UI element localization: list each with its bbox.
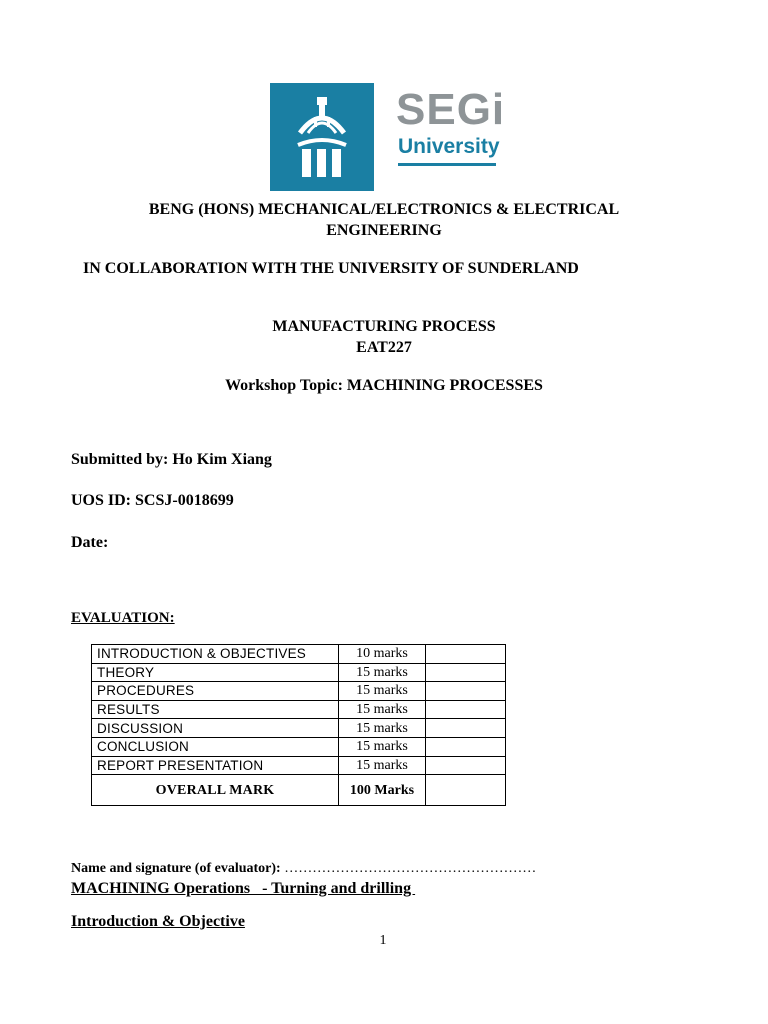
- score-cell: [426, 682, 506, 701]
- machining-title: MACHINING Operations - Turning and drilling: [71, 880, 416, 897]
- overall-mark-value: 100 Marks: [339, 775, 426, 806]
- score-cell: [426, 663, 506, 682]
- marks-cell: 15 marks: [339, 682, 426, 701]
- score-cell: [426, 719, 506, 738]
- table-row: [92, 682, 506, 701]
- marks-cell: 15 marks: [339, 737, 426, 756]
- evaluator-dots: ………………………………………………: [284, 861, 537, 876]
- table-row: [92, 719, 506, 738]
- logo-subbrand-text: University: [398, 135, 500, 158]
- score-cell: [426, 645, 506, 664]
- criterion-cell: PROCEDURES: [92, 682, 339, 701]
- evaluator-signature-line: [71, 860, 536, 878]
- table-row: [92, 756, 506, 775]
- page-number-text: 1: [379, 933, 387, 948]
- evaluation-heading: EVALUATION:: [71, 610, 175, 626]
- evaluation-table: [91, 644, 506, 806]
- score-cell: [426, 700, 506, 719]
- table-row: [92, 737, 506, 756]
- workshop-topic: Workshop Topic: MACHINING PROCESSES: [225, 377, 543, 394]
- course-title: MANUFACTURING PROCESS: [272, 318, 496, 335]
- score-cell: [426, 756, 506, 775]
- logo-underline: [398, 163, 496, 166]
- criterion-cell: INTRODUCTION & OBJECTIVES: [92, 645, 339, 664]
- criterion-cell: CONCLUSION: [92, 737, 339, 756]
- date-label: Date:: [71, 534, 109, 551]
- segi-logo-emblem: [270, 83, 374, 191]
- introduction-heading: Introduction & Objective: [71, 913, 245, 930]
- marks-cell: 15 marks: [339, 700, 426, 719]
- evaluator-label: Name and signature (of evaluator):: [71, 861, 281, 876]
- page-number: [0, 932, 768, 950]
- criterion-cell: REPORT PRESENTATION: [92, 756, 339, 775]
- submitted-by: Submitted by: Ho Kim Xiang: [71, 451, 272, 468]
- table-row: [92, 645, 506, 664]
- marks-cell: 15 marks: [339, 756, 426, 775]
- marks-cell: 15 marks: [339, 719, 426, 738]
- marks-cell: 15 marks: [339, 663, 426, 682]
- overall-mark-label: OVERALL MARK: [92, 775, 339, 806]
- total-row: [92, 775, 506, 806]
- course-code: EAT227: [356, 339, 412, 356]
- table-row: [92, 700, 506, 719]
- score-cell: [426, 737, 506, 756]
- logo-brand-text: SEGi: [396, 85, 506, 134]
- uos-id: UOS ID: SCSJ-0018699: [71, 492, 234, 509]
- program-title-line2: ENGINEERING: [326, 222, 442, 239]
- collaboration-line: IN COLLABORATION WITH THE UNIVERSITY OF SUNDERLAND: [83, 260, 579, 277]
- marks-cell: 10 marks: [339, 645, 426, 664]
- building-icon: [270, 83, 374, 191]
- overall-score-cell: [426, 775, 506, 806]
- criterion-cell: RESULTS: [92, 700, 339, 719]
- table-row: [92, 663, 506, 682]
- program-title-line1: BENG (HONS) MECHANICAL/ELECTRONICS & ELECTRICAL: [148, 201, 620, 218]
- criterion-cell: THEORY: [92, 663, 339, 682]
- criterion-cell: DISCUSSION: [92, 719, 339, 738]
